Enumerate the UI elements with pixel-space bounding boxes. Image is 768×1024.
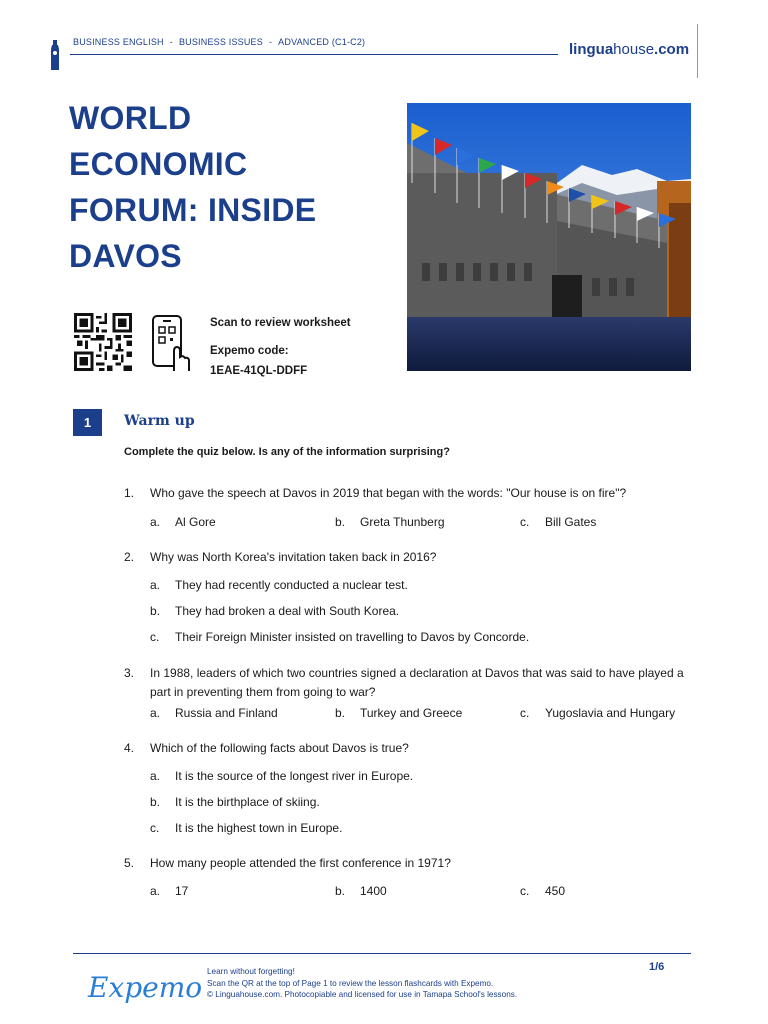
question-text: How many people attended the first conference in 1971? <box>150 856 451 870</box>
option-letter: a. <box>150 578 161 592</box>
scan-info <box>210 313 351 381</box>
title-line: FORUM: INSIDE <box>69 192 317 228</box>
expemo-code-label: Expemo code: <box>210 345 289 357</box>
option-letter: c. <box>520 515 530 529</box>
breadcrumb-item[interactable]: BUSINESS ISSUES <box>178 37 263 47</box>
scan-label: Scan to review worksheet <box>210 317 351 329</box>
option-text: They had recently conducted a nuclear test. <box>175 578 408 592</box>
breadcrumb-item[interactable]: BUSINESS ENGLISH <box>73 37 164 47</box>
expemo-logo-text: Expemo <box>88 971 203 1004</box>
option-letter: a. <box>150 706 161 720</box>
option-letter: a. <box>150 884 161 898</box>
section-instruction: Complete the quiz below. Is any of the information surprising? <box>124 446 450 458</box>
davos-congress-centre-photo <box>407 103 691 371</box>
option-text: It is the birthplace of skiing. <box>175 795 320 809</box>
question-text: In 1988, leaders of which two countries signed a declaration at Davos that was said to have played a part in preventing them from going to war? <box>150 666 684 699</box>
brand-part: .com <box>654 41 690 58</box>
brand-logo[interactable] <box>569 41 689 58</box>
option-letter: a. <box>150 769 161 783</box>
brand-part: house <box>613 41 655 58</box>
breadcrumb: BUSINESS ENGLISH - BUSINESS ISSUES - ADVANCED (C1-C2) <box>73 37 366 47</box>
question-number: 4. <box>124 741 135 755</box>
option-letter: b. <box>335 706 346 720</box>
footer-copyright: © Linguahouse.com. Photocopiable and licensed for use in Tamapa School's lessons. <box>207 990 518 999</box>
breadcrumb-item[interactable]: ADVANCED (C1-C2) <box>278 37 366 47</box>
option-text: It is the highest town in Europe. <box>175 821 343 835</box>
expemo-logo[interactable] <box>88 966 203 1010</box>
option-letter: b. <box>335 884 346 898</box>
header-divider <box>70 54 558 55</box>
option-text: Turkey and Greece <box>360 706 463 720</box>
footer-text <box>207 966 517 1001</box>
option-letter: c. <box>150 630 160 644</box>
option-text: Their Foreign Minister insisted on travelling to Davos by Concorde. <box>175 630 530 644</box>
option-letter: c. <box>150 821 160 835</box>
footer-tagline: Learn without forgetting! <box>207 967 295 976</box>
qr-code[interactable] <box>73 313 133 371</box>
question-text: Why was North Korea's invitation taken back in 2016? <box>150 550 437 564</box>
option-text: Greta Thunberg <box>360 515 445 529</box>
option-text: 450 <box>545 884 566 898</box>
question-number: 1. <box>124 486 135 500</box>
option-text: 17 <box>175 884 189 898</box>
option-letter: c. <box>520 884 530 898</box>
option-text: Bill Gates <box>545 515 597 529</box>
page-title <box>69 95 379 279</box>
option-text: Al Gore <box>175 515 216 529</box>
question-text: Who gave the speech at Davos in 2019 that began with the words: "Our house is on fire"? <box>150 486 627 500</box>
option-text: Yugoslavia and Hungary <box>545 706 676 720</box>
option-text: They had broken a deal with South Korea. <box>175 604 400 618</box>
option-letter: b. <box>150 795 161 809</box>
option-letter: a. <box>150 515 161 529</box>
expemo-code: 1EAE-41QL-DDFF <box>210 365 308 377</box>
big-ben-icon <box>50 40 60 70</box>
title-line: DAVOS <box>69 238 182 274</box>
vertical-rule <box>697 24 698 78</box>
option-letter: b. <box>335 515 346 529</box>
footer-instruction: Scan the QR at the top of Page 1 to review the lesson flashcards with Expemo. <box>207 978 494 988</box>
question-number: 3. <box>124 666 135 680</box>
title-line: WORLD <box>69 100 192 136</box>
option-text: It is the source of the longest river in Europe. <box>175 769 414 783</box>
phone-scan-icon <box>150 313 192 373</box>
question-text: Which of the following facts about Davos is true? <box>150 741 409 755</box>
option-letter: c. <box>520 706 530 720</box>
section-title: Warm up <box>124 413 195 429</box>
question-number: 5. <box>124 856 135 870</box>
footer-divider <box>73 953 691 954</box>
option-text: 1400 <box>360 884 387 898</box>
title-line: ECONOMIC <box>69 146 248 182</box>
question-number: 2. <box>124 550 135 564</box>
option-text: Russia and Finland <box>175 706 278 720</box>
page-number: 1/6 <box>649 961 665 973</box>
section-number: 1 <box>73 409 102 436</box>
brand-part: lingua <box>569 41 614 58</box>
option-letter: b. <box>150 604 161 618</box>
